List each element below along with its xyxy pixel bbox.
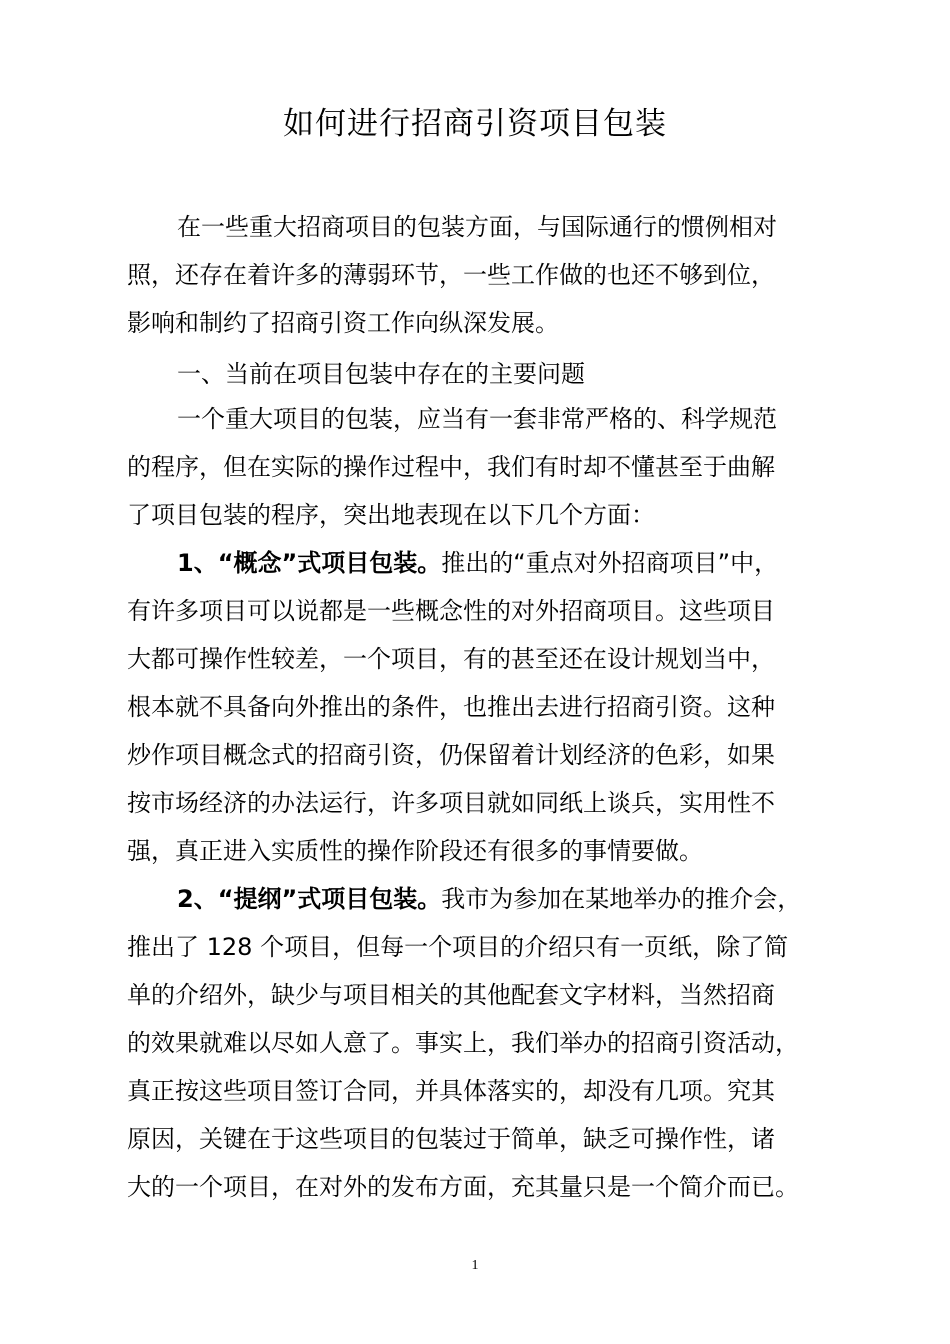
paragraph-text: 我市为参加在某地举办的推介会， (441, 885, 802, 913)
paragraph-line: 单的介绍外，缺少与项目相关的其他配套文字材料，当然招商 (127, 981, 775, 1009)
paragraph-line: 在一些重大招商项目的包装方面，与国际通行的惯例相对 (177, 213, 777, 241)
page-number: 1 (471, 1258, 479, 1273)
subheading-concept: 1、“概念”式项目包装。 (177, 549, 442, 577)
paragraph-text: 推出的“重点对外招商项目”中， (441, 549, 779, 577)
paragraph-line: 炒作项目概念式的招商引资，仍保留着计划经济的色彩，如果 (127, 741, 775, 769)
paragraph-line: 影响和制约了招商引资工作向纵深发展。 (127, 309, 559, 337)
paragraph-line (177, 539, 877, 587)
paragraph-line: 大都可操作性较差，一个项目，有的甚至还在设计规划当中， (127, 645, 775, 673)
paragraph-line: 了项目包装的程序，突出地表现在以下几个方面： (127, 501, 655, 529)
paragraph-line: 大的一个项目，在对外的发布方面，充其量只是一个简介而已。 (127, 1173, 799, 1201)
paragraph-line: 按市场经济的办法运行，许多项目就如同纸上谈兵，实用性不 (127, 789, 775, 817)
paragraph-line: 照，还存在着许多的薄弱环节，一些工作做的也还不够到位， (127, 261, 775, 289)
paragraph-line: 的效果就难以尽如人意了。事实上，我们举办的招商引资活动， (127, 1029, 799, 1057)
paragraph-line: 推出了 128 个项目，但每一个项目的介绍只有一页纸，除了简 (127, 933, 789, 961)
paragraph-line (177, 875, 877, 923)
paragraph-line: 原因，关键在于这些项目的包装过于简单，缺乏可操作性，诸 (127, 1125, 775, 1153)
page-title: 如何进行招商引资项目包装 (283, 106, 667, 142)
paragraph-line: 根本就不具备向外推出的条件，也推出去进行招商引资。这种 (127, 693, 775, 721)
paragraph-line: 的程序，但在实际的操作过程中，我们有时却不懂甚至于曲解 (127, 453, 775, 481)
paragraph-line: 有许多项目可以说都是一些概念性的对外招商项目。这些项目 (127, 597, 775, 625)
paragraph-line: 真正按这些项目签订合同，并具体落实的，却没有几项。究其 (127, 1077, 775, 1105)
section-heading: 一、当前在项目包装中存在的主要问题 (177, 360, 585, 388)
paragraph-line: 强，真正进入实质性的操作阶段还有很多的事情要做。 (127, 837, 703, 865)
paragraph-line: 一个重大项目的包装，应当有一套非常严格的、科学规范 (177, 405, 777, 433)
subheading-outline: 2、“提纲”式项目包装。 (177, 885, 442, 913)
